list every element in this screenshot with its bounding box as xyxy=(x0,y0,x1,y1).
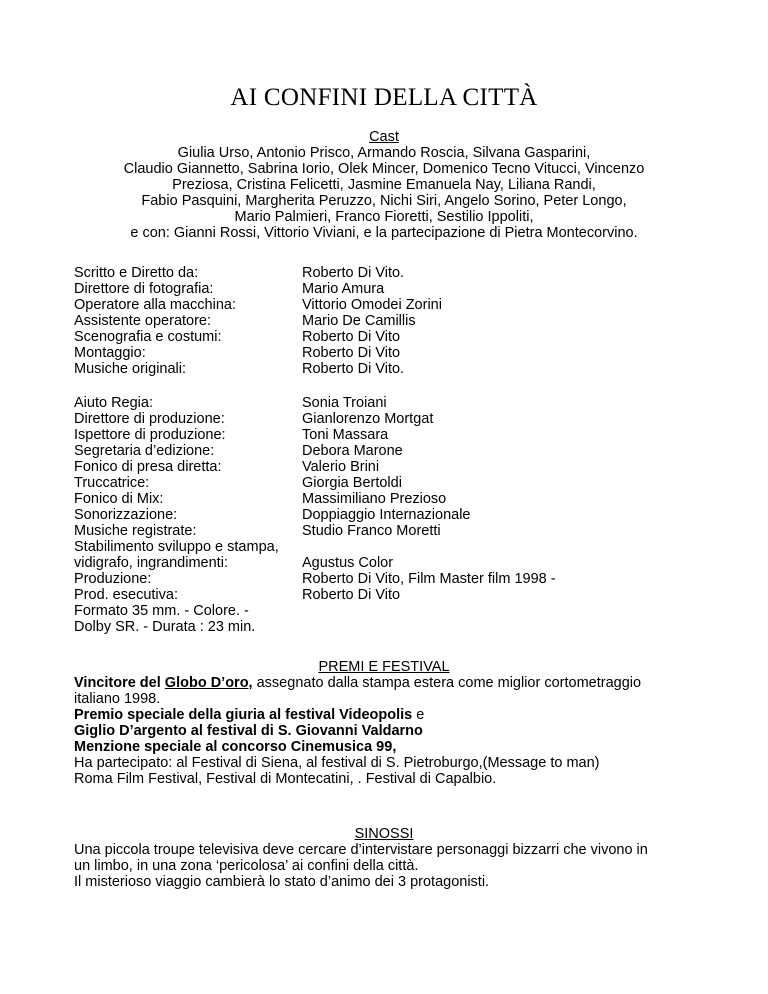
credit-role: Fonico di Mix: xyxy=(74,491,164,507)
awards-text xyxy=(74,675,714,787)
credit-role: Direttore di fotografia: xyxy=(74,281,214,297)
awards-bold: Premio speciale della giuria al festival Videopolis xyxy=(74,707,413,723)
credit-role: Operatore alla macchina: xyxy=(74,297,236,313)
credit-role: Scritto e Diretto da: xyxy=(74,265,199,281)
credit-role: Formato 35 mm. - Colore. - xyxy=(74,603,249,619)
credit-row xyxy=(74,329,694,345)
credit-name: Roberto Di Vito xyxy=(302,345,401,361)
credit-name: Agustus Color xyxy=(302,555,394,571)
credit-row xyxy=(74,459,694,475)
cast-line: Fabio Pasquini, Margherita Peruzzo, Nichi Siri, Angelo Sorino, Peter Longo, xyxy=(141,193,627,209)
awards-line: italiano 1998. xyxy=(74,691,161,707)
awards-line: Giglio D’argento al festival di S. Giovanni Valdarno xyxy=(74,723,423,739)
credit-role: Ispettore di produzione: xyxy=(74,427,226,443)
cast-line: Preziosa, Cristina Felicetti, Jasmine Emanuela Nay, Liliana Randi, xyxy=(172,177,596,193)
credit-name: Gianlorenzo Mortgat xyxy=(302,411,434,427)
credit-role: Sonorizzazione: xyxy=(74,507,178,523)
credit-row xyxy=(74,491,694,507)
credit-row xyxy=(74,345,694,361)
synopsis-heading: SINOSSI xyxy=(354,826,414,842)
credit-row xyxy=(74,395,694,411)
credit-role: Montaggio: xyxy=(74,345,146,361)
credit-row xyxy=(74,361,694,377)
credit-name: Valerio Brini xyxy=(302,459,380,475)
credit-role: Fonico di presa diretta: xyxy=(74,459,222,475)
credit-row xyxy=(74,523,694,539)
credit-name: Roberto Di Vito xyxy=(302,587,401,603)
credit-row xyxy=(74,313,694,329)
credit-row xyxy=(74,507,694,523)
credit-name: Mario De Camillis xyxy=(302,313,416,329)
credit-row xyxy=(74,475,694,491)
credit-role: Musiche registrate: xyxy=(74,523,197,539)
credit-row xyxy=(74,281,694,297)
credit-role: Stabilimento sviluppo e stampa, xyxy=(74,539,279,555)
credit-row xyxy=(74,411,694,427)
awards-line: Roma Film Festival, Festival di Montecatini, . Festival di Capalbio. xyxy=(74,771,497,787)
credit-name: Giorgia Bertoldi xyxy=(302,475,402,491)
credit-role: Scenografia e costumi: xyxy=(74,329,222,345)
credit-row xyxy=(74,443,694,459)
credit-name: Roberto Di Vito. xyxy=(302,265,405,281)
page-title: AI CONFINI DELLA CITTÀ xyxy=(230,84,538,111)
credit-row xyxy=(74,571,694,587)
credit-name: Roberto Di Vito. xyxy=(302,361,405,377)
synopsis-line: Una piccola troupe televisiva deve cercare d’intervistare personaggi bizzarri che vivono in xyxy=(74,842,648,858)
credit-row xyxy=(74,427,694,443)
credit-name: Roberto Di Vito, Film Master film 1998 - xyxy=(302,571,556,587)
awards-line: Ha partecipato: al Festival di Siena, al festival di S. Pietroburgo,(Message to man) xyxy=(74,755,600,771)
credit-name: Doppiaggio Internazionale xyxy=(302,507,471,523)
credit-name: Sonia Troiani xyxy=(302,395,387,411)
awards-text-span: e xyxy=(412,707,425,723)
credit-role: Segretaria d’edizione: xyxy=(74,443,215,459)
synopsis-line: Il misterioso viaggio cambierà lo stato d’animo dei 3 protagonisti. xyxy=(74,874,490,890)
credit-role: Produzione: xyxy=(74,571,152,587)
credit-name: Debora Marone xyxy=(302,443,403,459)
credit-name: Studio Franco Moretti xyxy=(302,523,441,539)
credit-role: Prod. esecutiva: xyxy=(74,587,178,603)
credit-row xyxy=(74,297,694,313)
synopsis-text xyxy=(74,842,714,890)
credit-row xyxy=(74,619,694,635)
credit-row xyxy=(74,603,694,619)
credits-block-main xyxy=(74,265,694,377)
credit-name: Roberto Di Vito xyxy=(302,329,401,345)
credit-name: Vittorio Omodei Zorini xyxy=(302,297,442,313)
cast-heading: Cast xyxy=(369,129,399,145)
credit-row xyxy=(74,539,694,555)
awards-heading: PREMI E FESTIVAL xyxy=(318,659,450,675)
awards-line xyxy=(74,707,714,723)
cast-line: e con: Gianni Rossi, Vittorio Viviani, e la partecipazione di Pietra Montecorvino. xyxy=(130,225,638,241)
award-name: Globo D’oro, xyxy=(164,675,253,691)
credit-role: Dolby SR. - Durata : 23 min. xyxy=(74,619,256,635)
credit-row xyxy=(74,587,694,603)
credit-name: Massimiliano Prezioso xyxy=(302,491,447,507)
credit-row xyxy=(74,555,694,571)
credit-row xyxy=(74,265,694,281)
credit-name: Toni Massara xyxy=(302,427,389,443)
awards-line: Menzione speciale al concorso Cinemusica 99, xyxy=(74,739,397,755)
awards-text-span: assegnato dalla stampa estera come miglior cortometraggio xyxy=(252,675,642,691)
awards-line xyxy=(74,675,714,691)
synopsis-line: un limbo, in una zona ‘pericolosa’ ai confini della città. xyxy=(74,858,419,874)
cast-list xyxy=(0,145,768,241)
credit-role: Assistente operatore: xyxy=(74,313,212,329)
credit-role: Direttore di produzione: xyxy=(74,411,225,427)
credits-block-crew xyxy=(74,395,694,635)
cast-line: Mario Palmieri, Franco Fioretti, Sestilio Ippoliti, xyxy=(234,209,534,225)
cast-line: Claudio Giannetto, Sabrina Iorio, Olek Mincer, Domenico Tecno Vitucci, Vincenzo xyxy=(123,161,645,177)
credit-role: Truccatrice: xyxy=(74,475,150,491)
credit-role: vidigrafo, ingrandimenti: xyxy=(74,555,228,571)
cast-line: Giulia Urso, Antonio Prisco, Armando Roscia, Silvana Gasparini, xyxy=(177,145,591,161)
credit-name: Mario Amura xyxy=(302,281,385,297)
credit-role: Musiche originali: xyxy=(74,361,187,377)
credit-role: Aiuto Regia: xyxy=(74,395,153,411)
awards-bold: Vincitore del xyxy=(74,675,165,691)
